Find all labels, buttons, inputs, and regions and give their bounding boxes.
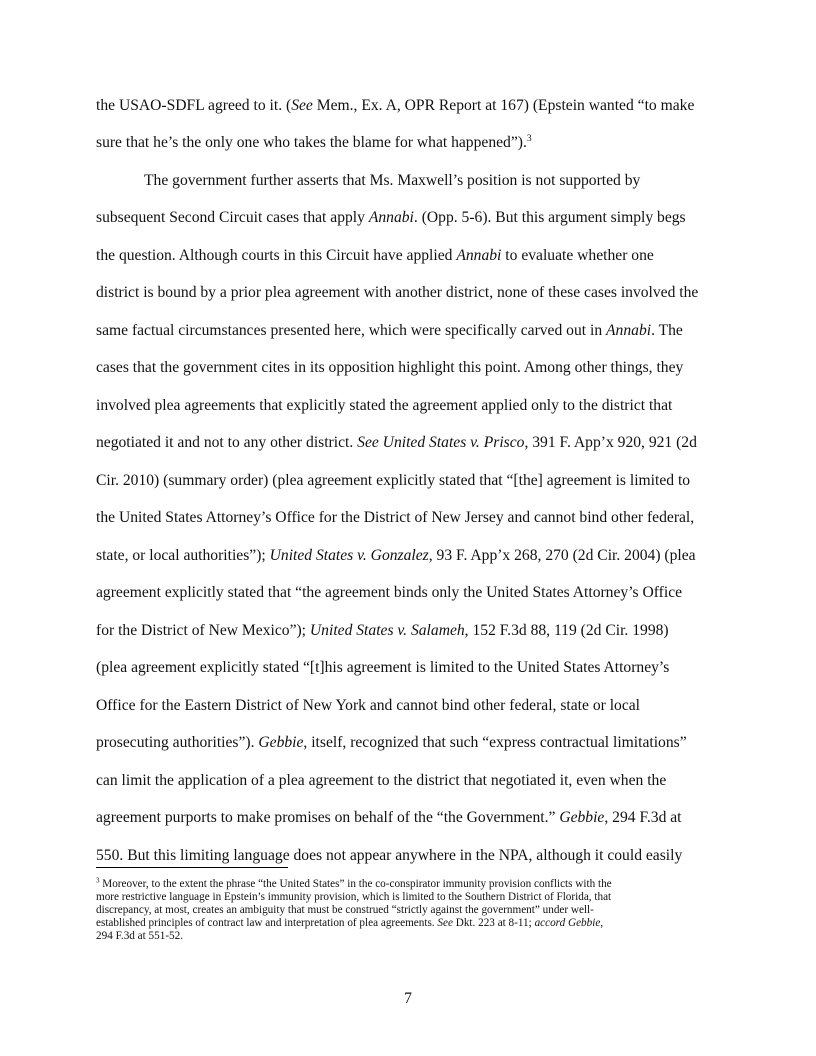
italic-text: Annabi xyxy=(606,322,652,339)
text-run: Moreover, to the extent the phrase “the United States” in the co-conspirator immunity provision conflicts with the xyxy=(99,878,612,890)
text-run: the USAO-SDFL agreed to it. ( xyxy=(96,97,292,114)
text-run: 550. But this limiting language does not appear anywhere in the NPA, although it could easily xyxy=(96,847,683,864)
body-line xyxy=(96,771,720,791)
text-run: , xyxy=(600,917,604,929)
text-run: established principles of contract law and interpretation of plea agreements. xyxy=(96,917,438,929)
footnote-line xyxy=(96,904,720,917)
body-line xyxy=(96,321,720,341)
text-run: cases that the government cites in its opposition highlight this point. Among other things, they xyxy=(96,359,684,376)
italic-text: United States v. Gonzalez xyxy=(269,547,429,564)
italic-text: See xyxy=(291,97,313,114)
text-run: agreement purports to make promises on behalf of the “the Government.” xyxy=(96,809,560,826)
body-line xyxy=(96,733,720,753)
italic-text: United States v. Salameh xyxy=(309,622,465,639)
body-line xyxy=(96,396,720,416)
text-run: sure that he’s the only one who takes the blame for what happened”). xyxy=(96,134,527,151)
body-line xyxy=(96,208,720,228)
text-run: , 294 F.3d at xyxy=(604,809,682,826)
body-line xyxy=(96,808,720,828)
body-line xyxy=(144,171,720,191)
text-run: negotiated it and not to any other district. xyxy=(96,434,358,451)
text-run: Mem., Ex. A, OPR Report at 167) (Epstein wanted “to make xyxy=(312,97,695,114)
text-run: district is bound by a prior plea agreement with another district, none of these cases involved the xyxy=(96,284,699,301)
text-run: Cir. 2010) (summary order) (plea agreement explicitly stated that “[the] agreement is limited to xyxy=(96,472,691,489)
text-run: , 391 F. App’x 920, 921 (2d xyxy=(524,434,697,451)
footnote-marker: 3 xyxy=(526,132,532,144)
text-run: prosecuting authorities”). xyxy=(96,734,259,751)
text-run: the United States Attorney’s Office for the District of New Jersey and cannot bind other federal, xyxy=(96,509,695,526)
body-line xyxy=(96,96,720,116)
body-line xyxy=(96,846,720,866)
footnote-separator xyxy=(96,867,288,868)
body-line xyxy=(96,358,720,378)
italic-text: Gebbie xyxy=(559,809,605,826)
text-run: Office for the Eastern District of New York and cannot bind other federal, state or local xyxy=(96,697,641,714)
italic-text: Gebbie xyxy=(258,734,304,751)
body-line xyxy=(96,433,720,453)
body-line xyxy=(96,658,720,678)
text-run: can limit the application of a plea agreement to the district that negotiated it, even when the xyxy=(96,772,667,789)
body-line xyxy=(96,508,720,528)
text-run: for the District of New Mexico”); xyxy=(96,622,310,639)
footnote-line xyxy=(96,917,720,930)
text-run: discrepancy, at most, creates an ambiguity that must be construed “strictly against the government” under well- xyxy=(96,904,594,916)
italic-text: Annabi xyxy=(368,209,414,226)
text-run: more restrictive language in Epstein’s immunity provision, which is limited to the Southern District of Florida, that xyxy=(96,891,612,903)
footnote-line xyxy=(96,930,720,943)
italic-text: See United States v. Prisco xyxy=(357,434,525,451)
body-line xyxy=(96,283,720,303)
footnote-line xyxy=(96,878,720,891)
text-run: (plea agreement explicitly stated “[t]his agreement is limited to the United States Attorney’s xyxy=(96,659,670,676)
body-line xyxy=(96,583,720,603)
text-run: the question. Although courts in this Circuit have applied xyxy=(96,247,457,264)
text-run: subsequent Second Circuit cases that apply xyxy=(96,209,369,226)
text-run: state, or local authorities”); xyxy=(96,547,270,564)
text-run: 294 F.3d at 551-52. xyxy=(96,930,184,942)
italic-text: Annabi xyxy=(456,247,502,264)
body-line xyxy=(96,546,720,566)
body-line xyxy=(96,133,720,153)
footnote-line xyxy=(96,891,720,904)
text-run: The government further asserts that Ms. Maxwell’s position is not supported by xyxy=(144,172,641,189)
footnote-marker: 3 xyxy=(96,876,100,885)
body-line xyxy=(96,621,720,641)
text-run: , 93 F. App’x 268, 270 (2d Cir. 2004) (plea xyxy=(428,547,696,564)
text-run: . (Opp. 5-6). But this argument simply begs xyxy=(413,209,686,226)
body-line xyxy=(96,246,720,266)
body-line xyxy=(96,471,720,491)
text-run: , itself, recognized that such “express contractual limitations” xyxy=(303,734,687,751)
text-run: agreement explicitly stated that “the agreement binds only the United States Attorney’s Office xyxy=(96,584,683,601)
body-line xyxy=(96,696,720,716)
text-run: Dkt. 223 at 8-11; xyxy=(452,917,535,929)
text-run: to evaluate whether one xyxy=(501,247,654,264)
text-run: , 152 F.3d 88, 119 (2d Cir. 1998) xyxy=(464,622,669,639)
italic-text: accord Gebbie xyxy=(534,917,601,929)
text-run: same factual circumstances presented here, which were specifically carved out in xyxy=(96,322,607,339)
italic-text: See xyxy=(437,917,453,929)
text-run: . The xyxy=(651,322,683,339)
text-run: involved plea agreements that explicitly stated the agreement applied only to the district that xyxy=(96,397,673,414)
page-number: 7 xyxy=(404,990,412,1007)
